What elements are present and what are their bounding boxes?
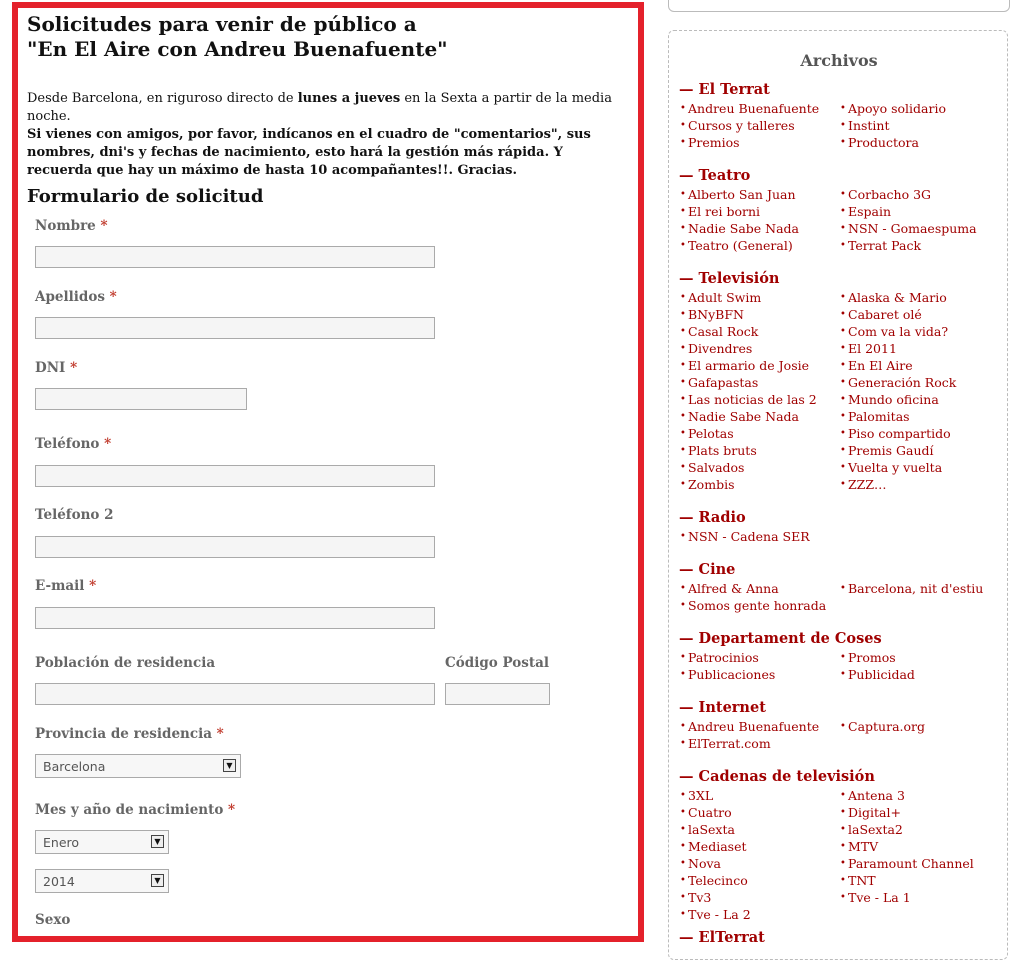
sidebar-link[interactable]: • Alfred & Anna [679, 580, 839, 597]
sidebar-category-items [679, 186, 999, 254]
sidebar-link[interactable]: • Plats bruts [679, 442, 839, 459]
sexo-label-text: Sexo [35, 912, 71, 928]
sidebar-link[interactable]: • Premis Gaudí [839, 442, 999, 459]
sidebar-link[interactable]: • NSN - Cadena SER [679, 528, 839, 545]
intro-bold: lunes a jueves [297, 91, 401, 106]
mes-value: Enero [43, 835, 80, 850]
sidebar-link[interactable]: • Divendres [679, 340, 839, 357]
provincia-value: Barcelona [43, 759, 106, 774]
sidebar-link[interactable]: • El armario de Josie [679, 357, 839, 374]
required-mark: * [104, 436, 112, 452]
sidebar-link[interactable]: • Generación Rock [839, 374, 999, 391]
sidebar-link[interactable]: • Piso compartido [839, 425, 999, 442]
sidebar-link[interactable]: • Com va la vida? [839, 323, 999, 340]
codigo-postal-label [445, 655, 549, 671]
sidebar-link[interactable]: • Patrocinios [679, 649, 839, 666]
sidebar-category-title[interactable]: — El Terrat [679, 81, 770, 98]
sidebar-category-items [679, 718, 999, 752]
sidebar-category [679, 630, 999, 683]
sidebar-link[interactable]: • En El Aire [839, 357, 999, 374]
sidebar-link[interactable]: • Tve - La 1 [839, 889, 999, 906]
intro-text [27, 90, 627, 180]
page-title-line1: Solicitudes para venir de público a [27, 12, 417, 36]
dni-label [35, 360, 77, 376]
sidebar-link[interactable]: • Apoyo solidario [839, 100, 999, 117]
sidebar-category-title[interactable]: — Internet [679, 699, 766, 716]
request-form-panel [12, 2, 644, 942]
sidebar-link[interactable]: • Alaska & Mario [839, 289, 999, 306]
sidebar-link[interactable]: • Espain [839, 203, 999, 220]
sidebar-link[interactable]: • Cabaret olé [839, 306, 999, 323]
sidebar-link[interactable]: • Terrat Pack [839, 237, 999, 254]
archives-title: Archivos [800, 51, 878, 70]
sidebar-link[interactable]: • NSN - Gomaespuma [839, 220, 999, 237]
nombre-label [35, 218, 108, 234]
sidebar-link[interactable]: • Cuatro [679, 804, 839, 821]
sidebar-link[interactable]: • Palomitas [839, 408, 999, 425]
nombre-input[interactable] [35, 246, 435, 268]
telefono2-label-text: Teléfono 2 [35, 507, 114, 523]
anio-value: 2014 [43, 874, 75, 889]
chevron-down-icon[interactable]: ▼ [151, 835, 164, 848]
required-mark: * [70, 360, 78, 376]
sidebar-link[interactable]: • Adult Swim [679, 289, 839, 306]
nacimiento-label-text: Mes y año de nacimiento [35, 802, 224, 818]
sidebar-link[interactable]: • laSexta2 [839, 821, 999, 838]
form-title: Formulario de solicitud [27, 186, 264, 207]
sidebar-category [679, 561, 999, 614]
sidebar-link[interactable]: • MTV [839, 838, 999, 855]
sidebar-link[interactable]: • Salvados [679, 459, 839, 476]
provincia-label [35, 726, 224, 742]
sidebar-category-title[interactable]: — ElTerrat [679, 929, 765, 946]
sidebar-category-title[interactable]: — Radio [679, 509, 746, 526]
intro-post: en la Sexta a partir de la media noche. [27, 91, 612, 124]
sidebar-link[interactable]: • El rei borni [679, 203, 839, 220]
sidebar-link[interactable]: • Somos gente honrada [679, 597, 839, 614]
page-title-line2: "En El Aire con Andreu Buenafuente" [27, 37, 448, 61]
nacimiento-label [35, 802, 235, 818]
sidebar-link[interactable]: • Paramount Channel [839, 855, 999, 872]
sidebar-link[interactable]: • Mundo oficina [839, 391, 999, 408]
required-mark: * [100, 218, 108, 234]
sidebar-link[interactable]: • Tve - La 2 [679, 906, 839, 923]
mes-select[interactable] [35, 830, 169, 854]
apellidos-label [35, 289, 117, 305]
sidebar-link[interactable]: • Tv3 [679, 889, 839, 906]
sidebar-link[interactable]: • Gafapastas [679, 374, 839, 391]
sidebar-archives [668, 30, 1008, 960]
sidebar-link[interactable]: • Andreu Buenafuente [679, 100, 839, 117]
companions-notice: Si vienes con amigos, por favor, indícanos en el cuadro de "comentarios", sus nombres, dni's y fechas de nacimiento, esto hará la gestión más rápida. Y recuerda que hay un máximo de hasta 10 acompañantes!!. Gracias. [27, 127, 591, 178]
sidebar-link[interactable]: • Alberto San Juan [679, 186, 839, 203]
sidebar-link[interactable]: • Publicidad [839, 666, 999, 683]
sidebar-category [679, 929, 999, 948]
telefono-input[interactable] [35, 465, 435, 487]
email-label [35, 578, 96, 594]
sidebar-link[interactable]: • Publicaciones [679, 666, 839, 683]
sidebar-category-items [679, 649, 999, 683]
sidebar-category [679, 699, 999, 752]
apellidos-label-text: Apellidos [35, 289, 105, 305]
sidebar-link[interactable]: • Las noticias de las 2 [679, 391, 839, 408]
apellidos-input[interactable] [35, 317, 435, 339]
sidebar-link[interactable]: • Telecinco [679, 872, 839, 889]
sidebar-category-items [679, 787, 999, 923]
chevron-down-icon[interactable]: ▼ [223, 759, 236, 772]
telefono2-input[interactable] [35, 536, 435, 558]
sidebar-category [679, 81, 999, 151]
chevron-down-icon[interactable]: ▼ [151, 874, 164, 887]
sidebar-link[interactable]: • Antena 3 [839, 787, 999, 804]
sidebar-link[interactable]: • Digital+ [839, 804, 999, 821]
sidebar-link[interactable]: • TNT [839, 872, 999, 889]
search-box[interactable] [668, 0, 1010, 12]
sidebar-link[interactable]: • BNyBFN [679, 306, 839, 323]
sidebar-category [679, 768, 999, 923]
sidebar-link[interactable]: • Pelotas [679, 425, 839, 442]
sidebar-link[interactable]: • 3XL [679, 787, 839, 804]
sidebar-link[interactable]: • Teatro (General) [679, 237, 839, 254]
sidebar-category-title[interactable]: — Televisión [679, 270, 780, 287]
sexo-select[interactable] [35, 939, 169, 942]
sidebar-link[interactable]: • El 2011 [839, 340, 999, 357]
poblacion-input[interactable] [35, 683, 435, 705]
dni-input[interactable] [35, 388, 247, 410]
sidebar-link[interactable]: • Andreu Buenafuente [679, 718, 839, 735]
sexo-label [35, 912, 70, 928]
provincia-select[interactable] [35, 754, 241, 778]
email-input[interactable] [35, 607, 435, 629]
sidebar-link[interactable]: • ElTerrat.com [679, 735, 839, 752]
sidebar-category [679, 509, 999, 545]
required-mark: * [216, 726, 224, 742]
sidebar-category-title[interactable]: — Cine [679, 561, 736, 578]
sidebar-link[interactable]: • Premios [679, 134, 839, 151]
sidebar-link[interactable]: • Corbacho 3G [839, 186, 999, 203]
sidebar-link[interactable]: • laSexta [679, 821, 839, 838]
poblacion-label-text: Población de residencia [35, 655, 216, 671]
sidebar-link[interactable]: • Barcelona, nit d'estiu [839, 580, 999, 597]
intro-pre: Desde Barcelona, en riguroso directo de [27, 91, 298, 106]
sidebar-link[interactable]: • Zombis [679, 476, 839, 493]
sidebar-category-items [679, 100, 999, 151]
anio-select[interactable] [35, 869, 169, 893]
sidebar-link[interactable]: • Instint [839, 117, 999, 134]
sidebar-link[interactable]: • Nova [679, 855, 839, 872]
telefono2-label [35, 507, 114, 523]
telefono-label-text: Teléfono [35, 436, 100, 452]
sidebar-link[interactable]: • Cursos y talleres [679, 117, 839, 134]
required-mark: * [109, 289, 117, 305]
sidebar-link[interactable]: • Mediaset [679, 838, 839, 855]
sidebar-category-items [679, 289, 999, 493]
sidebar-link[interactable]: • Nadie Sabe Nada [679, 408, 839, 425]
sidebar-link[interactable]: • ZZZ… [839, 476, 999, 493]
sidebar-category [679, 167, 999, 254]
poblacion-label [35, 655, 215, 671]
codigo-postal-input[interactable] [445, 683, 550, 705]
sidebar-link[interactable]: • Vuelta y vuelta [839, 459, 999, 476]
sidebar-category-title[interactable]: — Departament de Coses [679, 630, 882, 647]
dni-label-text: DNI [35, 360, 66, 376]
sidebar-link[interactable]: • Productora [839, 134, 999, 151]
sidebar-category [679, 270, 999, 493]
required-mark: * [228, 802, 236, 818]
email-label-text: E-mail [35, 578, 85, 594]
required-mark: * [89, 578, 97, 594]
sidebar-link[interactable]: • Nadie Sabe Nada [679, 220, 839, 237]
sidebar-category-items [679, 580, 999, 614]
sidebar-category-title[interactable]: — Cadenas de televisión [679, 768, 875, 785]
sidebar-link[interactable]: • Casal Rock [679, 323, 839, 340]
sidebar-category-title[interactable]: — Teatro [679, 167, 751, 184]
codigo-postal-label-text: Código Postal [445, 655, 549, 671]
sidebar-link[interactable]: • Captura.org [839, 718, 999, 735]
provincia-label-text: Provincia de residencia [35, 726, 212, 742]
page-title [27, 12, 448, 62]
nombre-label-text: Nombre [35, 218, 96, 234]
sidebar-link[interactable]: • Promos [839, 649, 999, 666]
sidebar-category-items [679, 528, 999, 545]
telefono-label [35, 436, 111, 452]
